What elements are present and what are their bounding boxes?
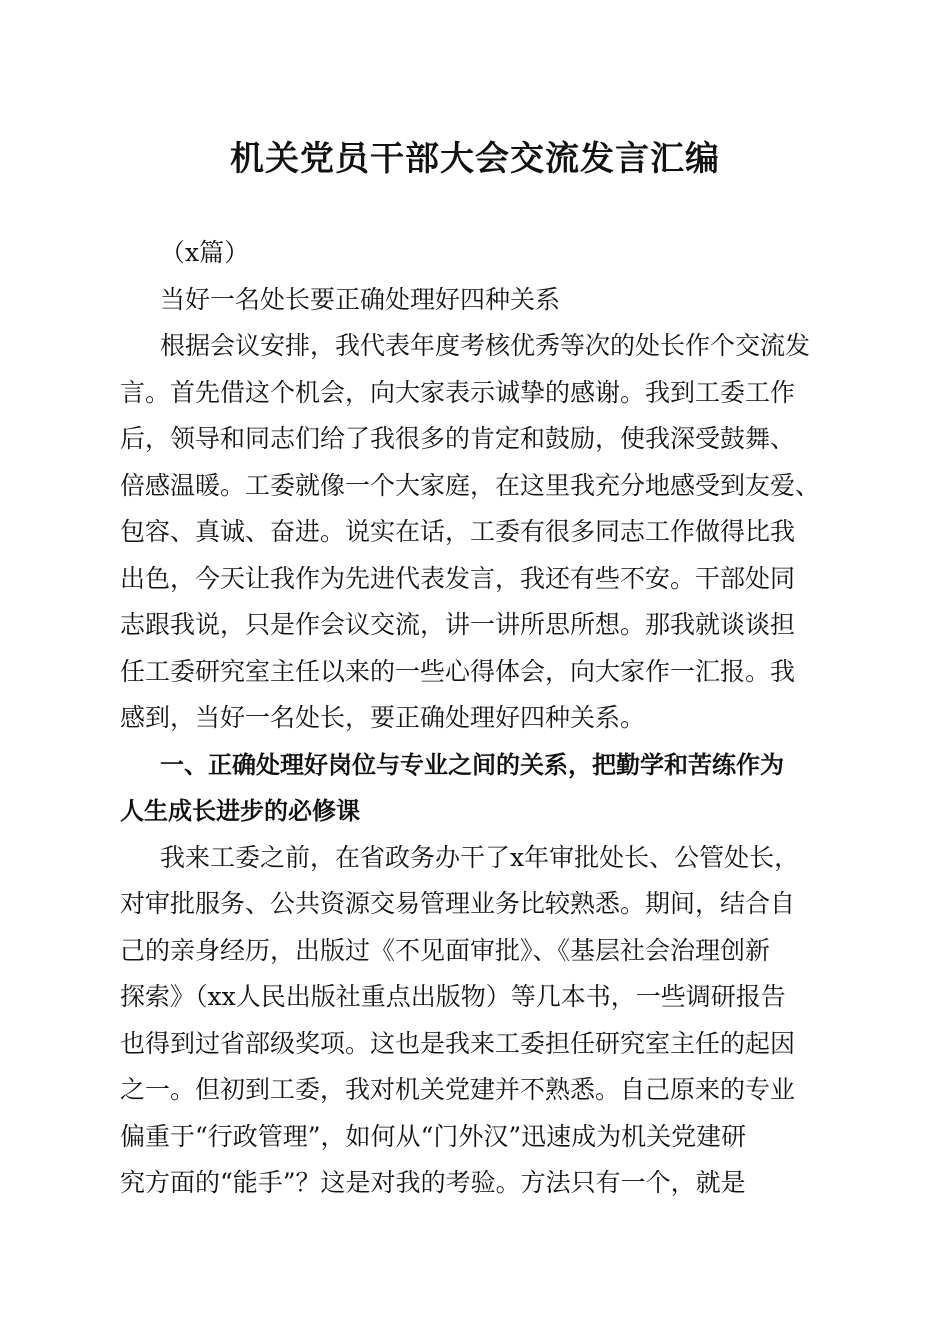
paragraph-line: 偏重于“行政管理”，如何从“门外汉”迅速成为机关党建研	[120, 1121, 747, 1151]
paragraph-line: 倍感温暖。工委就像一个大家庭，在这里我充分地感受到友爱、	[120, 470, 821, 500]
paragraph-line: 对审批服务、公共资源交易管理业务比较熟悉。期间，结合自	[120, 889, 796, 918]
paragraph-line: 后，领导和同志们给了我很多的肯定和鼓励，使我深受鼓舞、	[120, 424, 796, 453]
section-heading-line: 人生成长进步的必修课	[120, 797, 360, 825]
paragraph-line: 感到，当好一名处长，要正确处理好四种关系。	[120, 703, 646, 732]
paragraph-2	[120, 835, 830, 1207]
paragraph-line: 探索》（xx人民出版社重点出版物）等几本书，一些调研报告	[120, 982, 786, 1011]
section-1-heading	[120, 742, 830, 835]
paragraph-line: 包容、真诚、奋进。说实在话，工委有很多同志工作做得比我	[120, 517, 796, 546]
paragraph-line: 志跟我说，只是作会议交流，讲一讲所思所想。那我就谈谈担	[120, 610, 796, 639]
piece-label: （x篇）	[160, 238, 250, 267]
paragraph-line: 也得到过省部级奖项。这也是我来工委担任研究室主任的起因	[120, 1028, 796, 1058]
paragraph-line: 任工委研究室主任以来的一些心得体会，向大家作一汇报。我	[120, 656, 796, 686]
paragraph-line: 究方面的“能手”？这是对我的考验。方法只有一个，就是	[120, 1168, 746, 1197]
paragraph-line: 己的亲身经历，出版过《不见面审批》、《基层社会治理创新	[120, 935, 771, 965]
speech-title: 当好一名处长要正确处理好四种关系	[160, 284, 561, 314]
paragraph-line: 我来工委之前，在省政务办干了x年审批处长、公管处长，	[160, 842, 800, 872]
paragraph-line: 出色，今天让我作为先进代表发言，我还有些不安。干部处同	[120, 563, 796, 593]
paragraph-line: 之一。但初到工委，我对机关党建并不熟悉。自己原来的专业	[120, 1075, 796, 1104]
document-body	[120, 230, 830, 1207]
paragraph-line: 言。首先借这个机会，向大家表示诚挚的感谢。我到工委工作	[120, 377, 796, 407]
document-title: 机关党员干部大会交流发言汇编	[230, 139, 720, 179]
paragraph-1	[120, 323, 830, 742]
section-heading-line: 一、正确处理好岗位与专业之间的关系，把勤学和苦练作为	[160, 750, 784, 779]
paragraph-line: 根据会议安排，我代表年度考核优秀等次的处长作个交流发	[160, 331, 811, 360]
